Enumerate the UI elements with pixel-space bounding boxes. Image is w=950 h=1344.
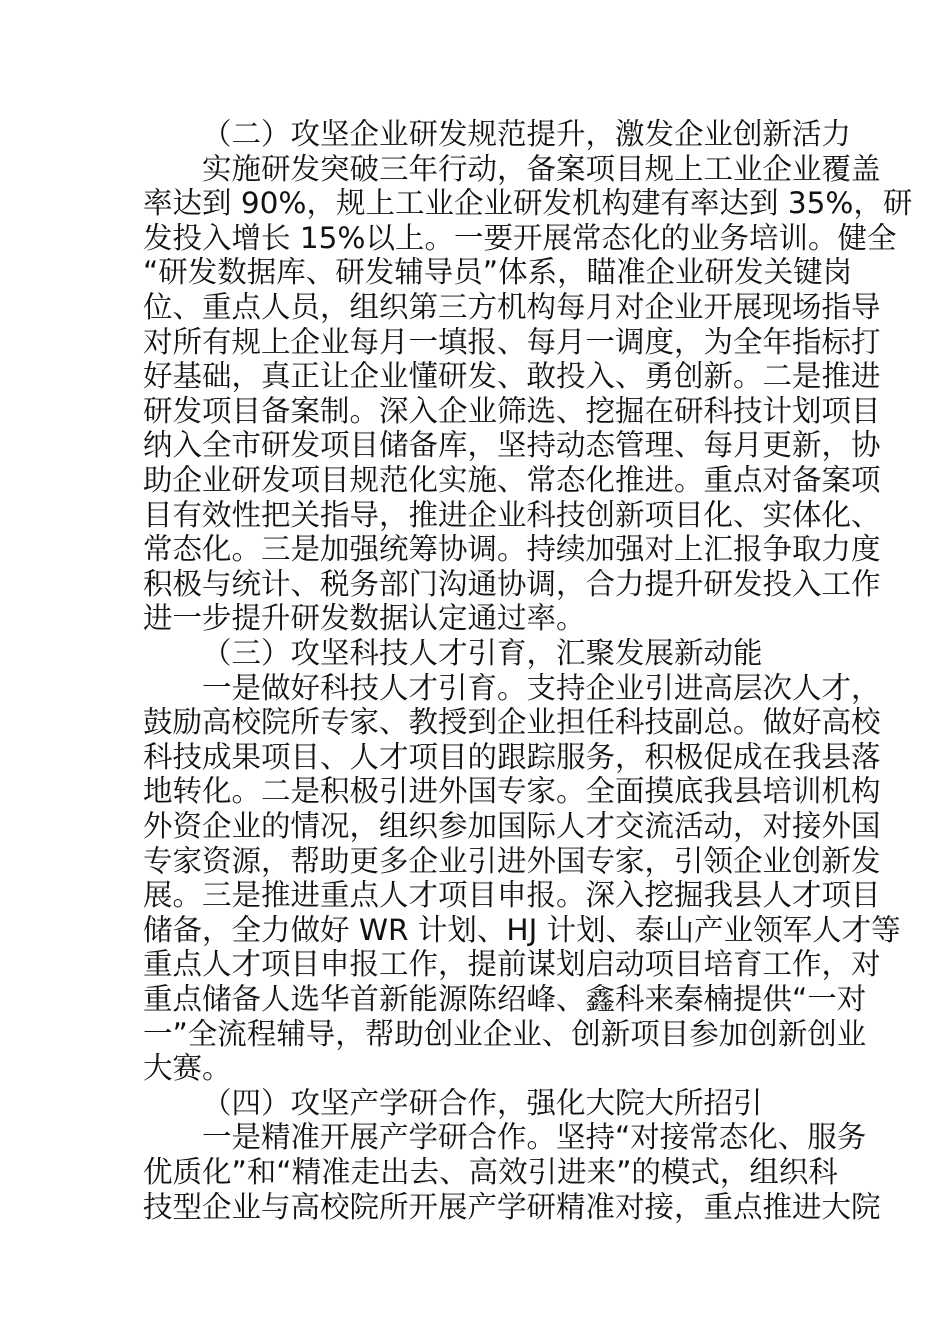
paragraph-line: 对所有规上企业每月一填报、每月一调度，为全年指标打 — [143, 324, 881, 359]
paragraph-line: 外资企业的情况，组织参加国际人才交流活动，对接外国 — [143, 809, 881, 843]
section-heading: （二）攻坚企业研发规范提升，激发企业创新活力 — [202, 117, 852, 151]
paragraph-line: 大赛。 — [143, 1051, 232, 1086]
paragraph-line: 积极与统计、税务部门沟通协调，合力提升研发投入工作 — [143, 566, 881, 601]
paragraph-line: 一是精准开展产学研合作。坚持“对接常态化、服务 — [202, 1120, 867, 1155]
paragraph-line: 储备，全力做好 WR 计划、HJ 计划、泰山产业领军人才等 — [143, 912, 901, 947]
paragraph-line: 优质化”和“精准走出去、高效引进来”的模式，组织科 — [143, 1155, 838, 1189]
paragraph-line: 纳入全市研发项目储备库，坚持动态管理、每月更新，协 — [143, 428, 881, 463]
paragraph-line: 一是做好科技人才引育。支持企业引进高层次人才， — [202, 670, 881, 705]
paragraph-line: 发投入增长 15%以上。一要开展常态化的业务培训。健全 — [143, 220, 897, 255]
section-heading: （三）攻坚科技人才引育，汇聚发展新动能 — [202, 636, 763, 670]
paragraph-line: 研发项目备案制。深入企业筛选、挖掘在研科技计划项目 — [143, 393, 881, 428]
paragraph-line: 常态化。三是加强统筹协调。持续加强对上汇报争取力度 — [143, 532, 881, 567]
paragraph-line: 进一步提升研发数据认定通过率。 — [143, 601, 586, 636]
paragraph-line: 率达到 90%，规上工业企业研发机构建有率达到 35%，研 — [143, 186, 913, 221]
paragraph-line: 科技成果项目、人才项目的跟踪服务，积极促成在我县落 — [143, 739, 881, 774]
paragraph-line: 鼓励高校院所专家、教授到企业担任科技副总。做好高校 — [143, 705, 881, 740]
paragraph-line: 目有效性把关指导，推进企业科技创新项目化、实体化、 — [143, 497, 881, 532]
section-heading: （四）攻坚产学研合作，强化大院大所招引 — [202, 1085, 763, 1120]
paragraph-line: 专家资源，帮助更多企业引进外国专家，引领企业创新发 — [143, 843, 881, 878]
paragraph-line: 实施研发突破三年行动，备案项目规上工业企业覆盖 — [202, 151, 881, 186]
paragraph-line: 位、重点人员，组织第三方机构每月对企业开展现场指导 — [143, 290, 881, 324]
paragraph-line: 重点储备人选华首新能源陈绍峰、鑫科来秦楠提供“一对 — [143, 982, 867, 1016]
paragraph-line: 重点人才项目申报工作，提前谋划启动项目培育工作，对 — [143, 947, 881, 982]
paragraph-line: 地转化。二是积极引进外国专家。全面摸底我县培训机构 — [143, 774, 881, 809]
paragraph-line: 好基础，真正让企业懂研发、敢投入、勇创新。二是推进 — [143, 359, 881, 394]
paragraph-line: 助企业研发项目规范化实施、常态化推进。重点对备案项 — [143, 463, 881, 497]
paragraph-line: 展。三是推进重点人才项目申报。深入挖掘我县人才项目 — [143, 878, 881, 913]
paragraph-line: 技型企业与高校院所开展产学研精准对接，重点推进大院 — [143, 1189, 881, 1224]
paragraph-line: 一”全流程辅导，帮助创业企业、创新项目参加创新创业 — [143, 1016, 867, 1051]
paragraph-line: “研发数据库、研发辅导员”体系，瞄准企业研发关键岗 — [143, 255, 853, 290]
